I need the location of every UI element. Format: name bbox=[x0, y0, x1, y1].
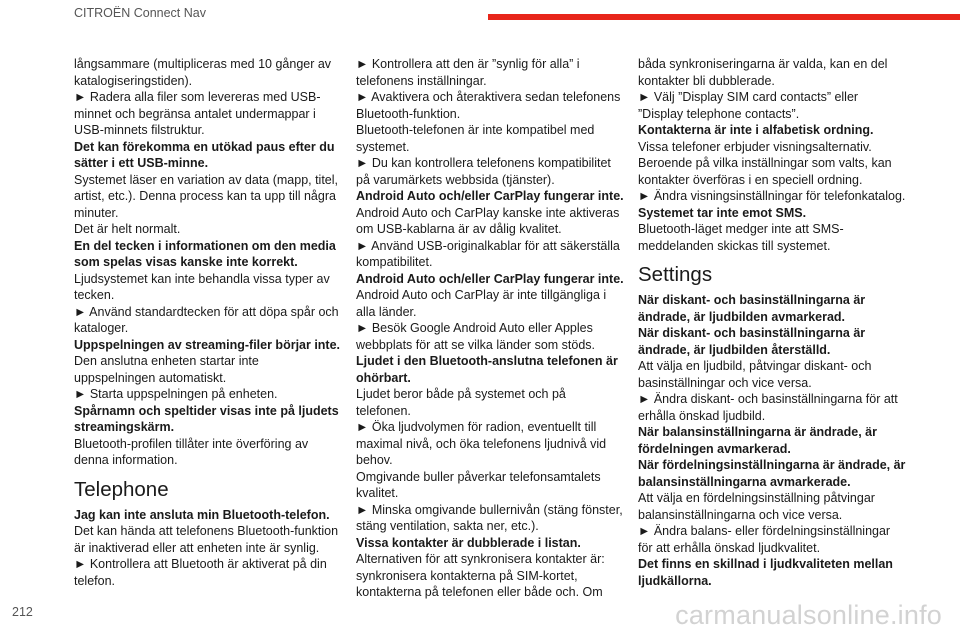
body-paragraph: Bluetooth-profilen tillåter inte överföring av denna information. bbox=[74, 436, 309, 467]
body-paragraph: ► Ändra diskant- och basinställningarna för att erhålla önskad ljudbild. bbox=[638, 392, 898, 423]
body-paragraph: Ljudet beror både på systemet och på telefonen. bbox=[356, 387, 566, 418]
body-paragraph: ► Avaktivera och återaktivera sedan telefonens Bluetooth-funktion. bbox=[356, 90, 621, 121]
page-number: 212 bbox=[12, 605, 33, 619]
body-paragraph: Alternativen för att synkronisera kontakter är: synkronisera kontakterna på SIM-kortet, kontakterna på telefonen eller både och. Om bbox=[356, 552, 605, 599]
body-paragraph: ► Ändra balans- eller fördelningsinställningar för att erhålla önskad ljudkvalitet. bbox=[638, 524, 891, 555]
problem-heading: Det finns en skillnad i ljudkvaliteten mellan ljudkällorna. bbox=[638, 557, 893, 588]
body-paragraph: Att välja en fördelningsinställning påtvingar balansinställningarna och vice versa. bbox=[638, 491, 875, 522]
body-paragraph: ► Du kan kontrollera telefonens kompatibilitet på varumärkets webbsida (tjänster). bbox=[356, 156, 611, 187]
body-paragraph: Bluetooth-telefonen är inte kompatibel med systemet. bbox=[356, 123, 595, 154]
problem-heading: Android Auto och/eller CarPlay fungerar inte. bbox=[356, 271, 624, 286]
body-paragraph: ► Använd USB-originalkablar för att säkerställa kompatibilitet. bbox=[356, 238, 620, 269]
body-paragraph: ► Använd standardtecken för att döpa spår och kataloger. bbox=[74, 304, 339, 335]
problem-heading: När diskant- och basinställningarna är ändrade, är ljudbilden återställd. bbox=[638, 326, 866, 357]
header-accent-bar bbox=[488, 14, 960, 20]
body-paragraph: Det kan hända att telefonens Bluetooth-funktion är inaktiverad eller att enheten inte är synlig. bbox=[74, 524, 339, 555]
body-paragraph: Android Auto och CarPlay är inte tillgängliga i alla länder. bbox=[356, 288, 607, 319]
problem-heading: Kontakterna är inte i alfabetisk ordning. bbox=[638, 123, 874, 137]
section-heading: Telephone bbox=[74, 477, 169, 501]
body-paragraph: Den anslutna enheten startar inte uppspelningen automatiskt. bbox=[74, 354, 259, 385]
body-paragraph: Android Auto och CarPlay kanske inte aktiveras om USB-kablarna är av dålig kvalitet. bbox=[356, 205, 620, 236]
problem-heading: Spårnamn och speltider visas inte på ljudets streamingskärm. bbox=[74, 403, 339, 434]
problem-heading: När diskant- och basinställningarna är ändrade, är ljudbilden avmarkerad. bbox=[638, 293, 866, 324]
body-paragraph: Systemet läser en variation av data (mapp, titel, artist, etc.). Denna process kan ta upp till några minuter. bbox=[74, 172, 339, 220]
problem-heading: Uppspelningen av streaming-filer börjar inte. bbox=[74, 337, 341, 352]
body-paragraph: ► Välj ”Display SIM card contacts” eller ”Display telephone contacts”. bbox=[638, 90, 859, 121]
body-paragraph: Att välja en ljudbild, påtvingar diskant- och basinställningar och vice versa. bbox=[638, 359, 872, 390]
body-paragraph: Ljudsystemet kan inte behandla vissa typer av tecken. bbox=[74, 271, 330, 302]
text-column-left bbox=[74, 56, 342, 589]
watermark: carmanualsonline.info bbox=[675, 600, 942, 630]
problem-heading: Jag kan inte ansluta min Bluetooth-telefon. bbox=[74, 507, 330, 522]
body-paragraph: Bluetooth-läget medger inte att SMS-meddelanden skickas till systemet. bbox=[638, 222, 844, 253]
section-heading: Settings bbox=[638, 263, 713, 286]
problem-heading: Ljudet i den Bluetooth-anslutna telefonen är ohörbart. bbox=[356, 354, 618, 385]
problem-heading: Systemet tar inte emot SMS. bbox=[638, 205, 807, 220]
body-paragraph: Vissa telefoner erbjuder visningsalternativ. Beroende på vilka inställningar som valts, kan kontakter överföras i en speciell ordning. bbox=[638, 139, 892, 187]
problem-heading: När fördelningsinställningarna är ändrade, är balansinställningarna avmarkerade. bbox=[638, 458, 906, 489]
text-column-right bbox=[638, 56, 906, 589]
problem-heading: När balansinställningarna är ändrade, är fördelningen avmarkerad. bbox=[638, 425, 877, 456]
problem-heading: Android Auto och/eller CarPlay fungerar inte. bbox=[356, 189, 624, 203]
body-paragraph: Omgivande buller påverkar telefonsamtalets kvalitet. bbox=[356, 469, 601, 500]
body-paragraph: ► Ändra visningsinställningar för telefonkatalog. bbox=[638, 189, 906, 203]
body-paragraph: ► Kontrollera att Bluetooth är aktiverat på din telefon. bbox=[74, 557, 327, 588]
problem-heading: En del tecken i informationen om den media som spelas visas kanske inte korrekt. bbox=[74, 238, 336, 269]
problem-heading: Det kan förekomma en utökad paus efter du sätter i ett USB-minne. bbox=[74, 139, 335, 170]
body-paragraph: ► Radera alla filer som levereras med USB-minnet och begränsa antalet undermappar i USB-minnets filstruktur. bbox=[74, 90, 321, 137]
body-paragraph: ► Öka ljudvolymen för radion, eventuellt till maximal nivå, och öka telefonens ljudnivå vid behov. bbox=[356, 420, 607, 467]
body-paragraph: ► Starta uppspelningen på enheten. bbox=[74, 387, 278, 401]
body-paragraph: Det är helt normalt. bbox=[74, 222, 181, 236]
body-paragraph: ► Besök Google Android Auto eller Apples webbplats för att se vilka länder som stöds. bbox=[356, 321, 596, 352]
problem-heading: Vissa kontakter är dubblerade i listan. bbox=[356, 535, 581, 550]
header-title: CITROËN Connect Nav bbox=[74, 6, 206, 20]
text-column-middle bbox=[356, 56, 624, 601]
body-paragraph: ► Minska omgivande bullernivån (stäng fönster, stäng ventilation, sakta ner, etc.). bbox=[356, 502, 623, 533]
body-paragraph: ► Kontrollera att den är ”synlig för alla” i telefonens inställningar. bbox=[356, 57, 580, 88]
body-paragraph: långsammare (multipliceras med 10 gånger av katalogiseringstiden). bbox=[74, 57, 332, 88]
body-paragraph: båda synkroniseringarna är valda, kan en del kontakter bli dubblerade. bbox=[638, 57, 888, 88]
